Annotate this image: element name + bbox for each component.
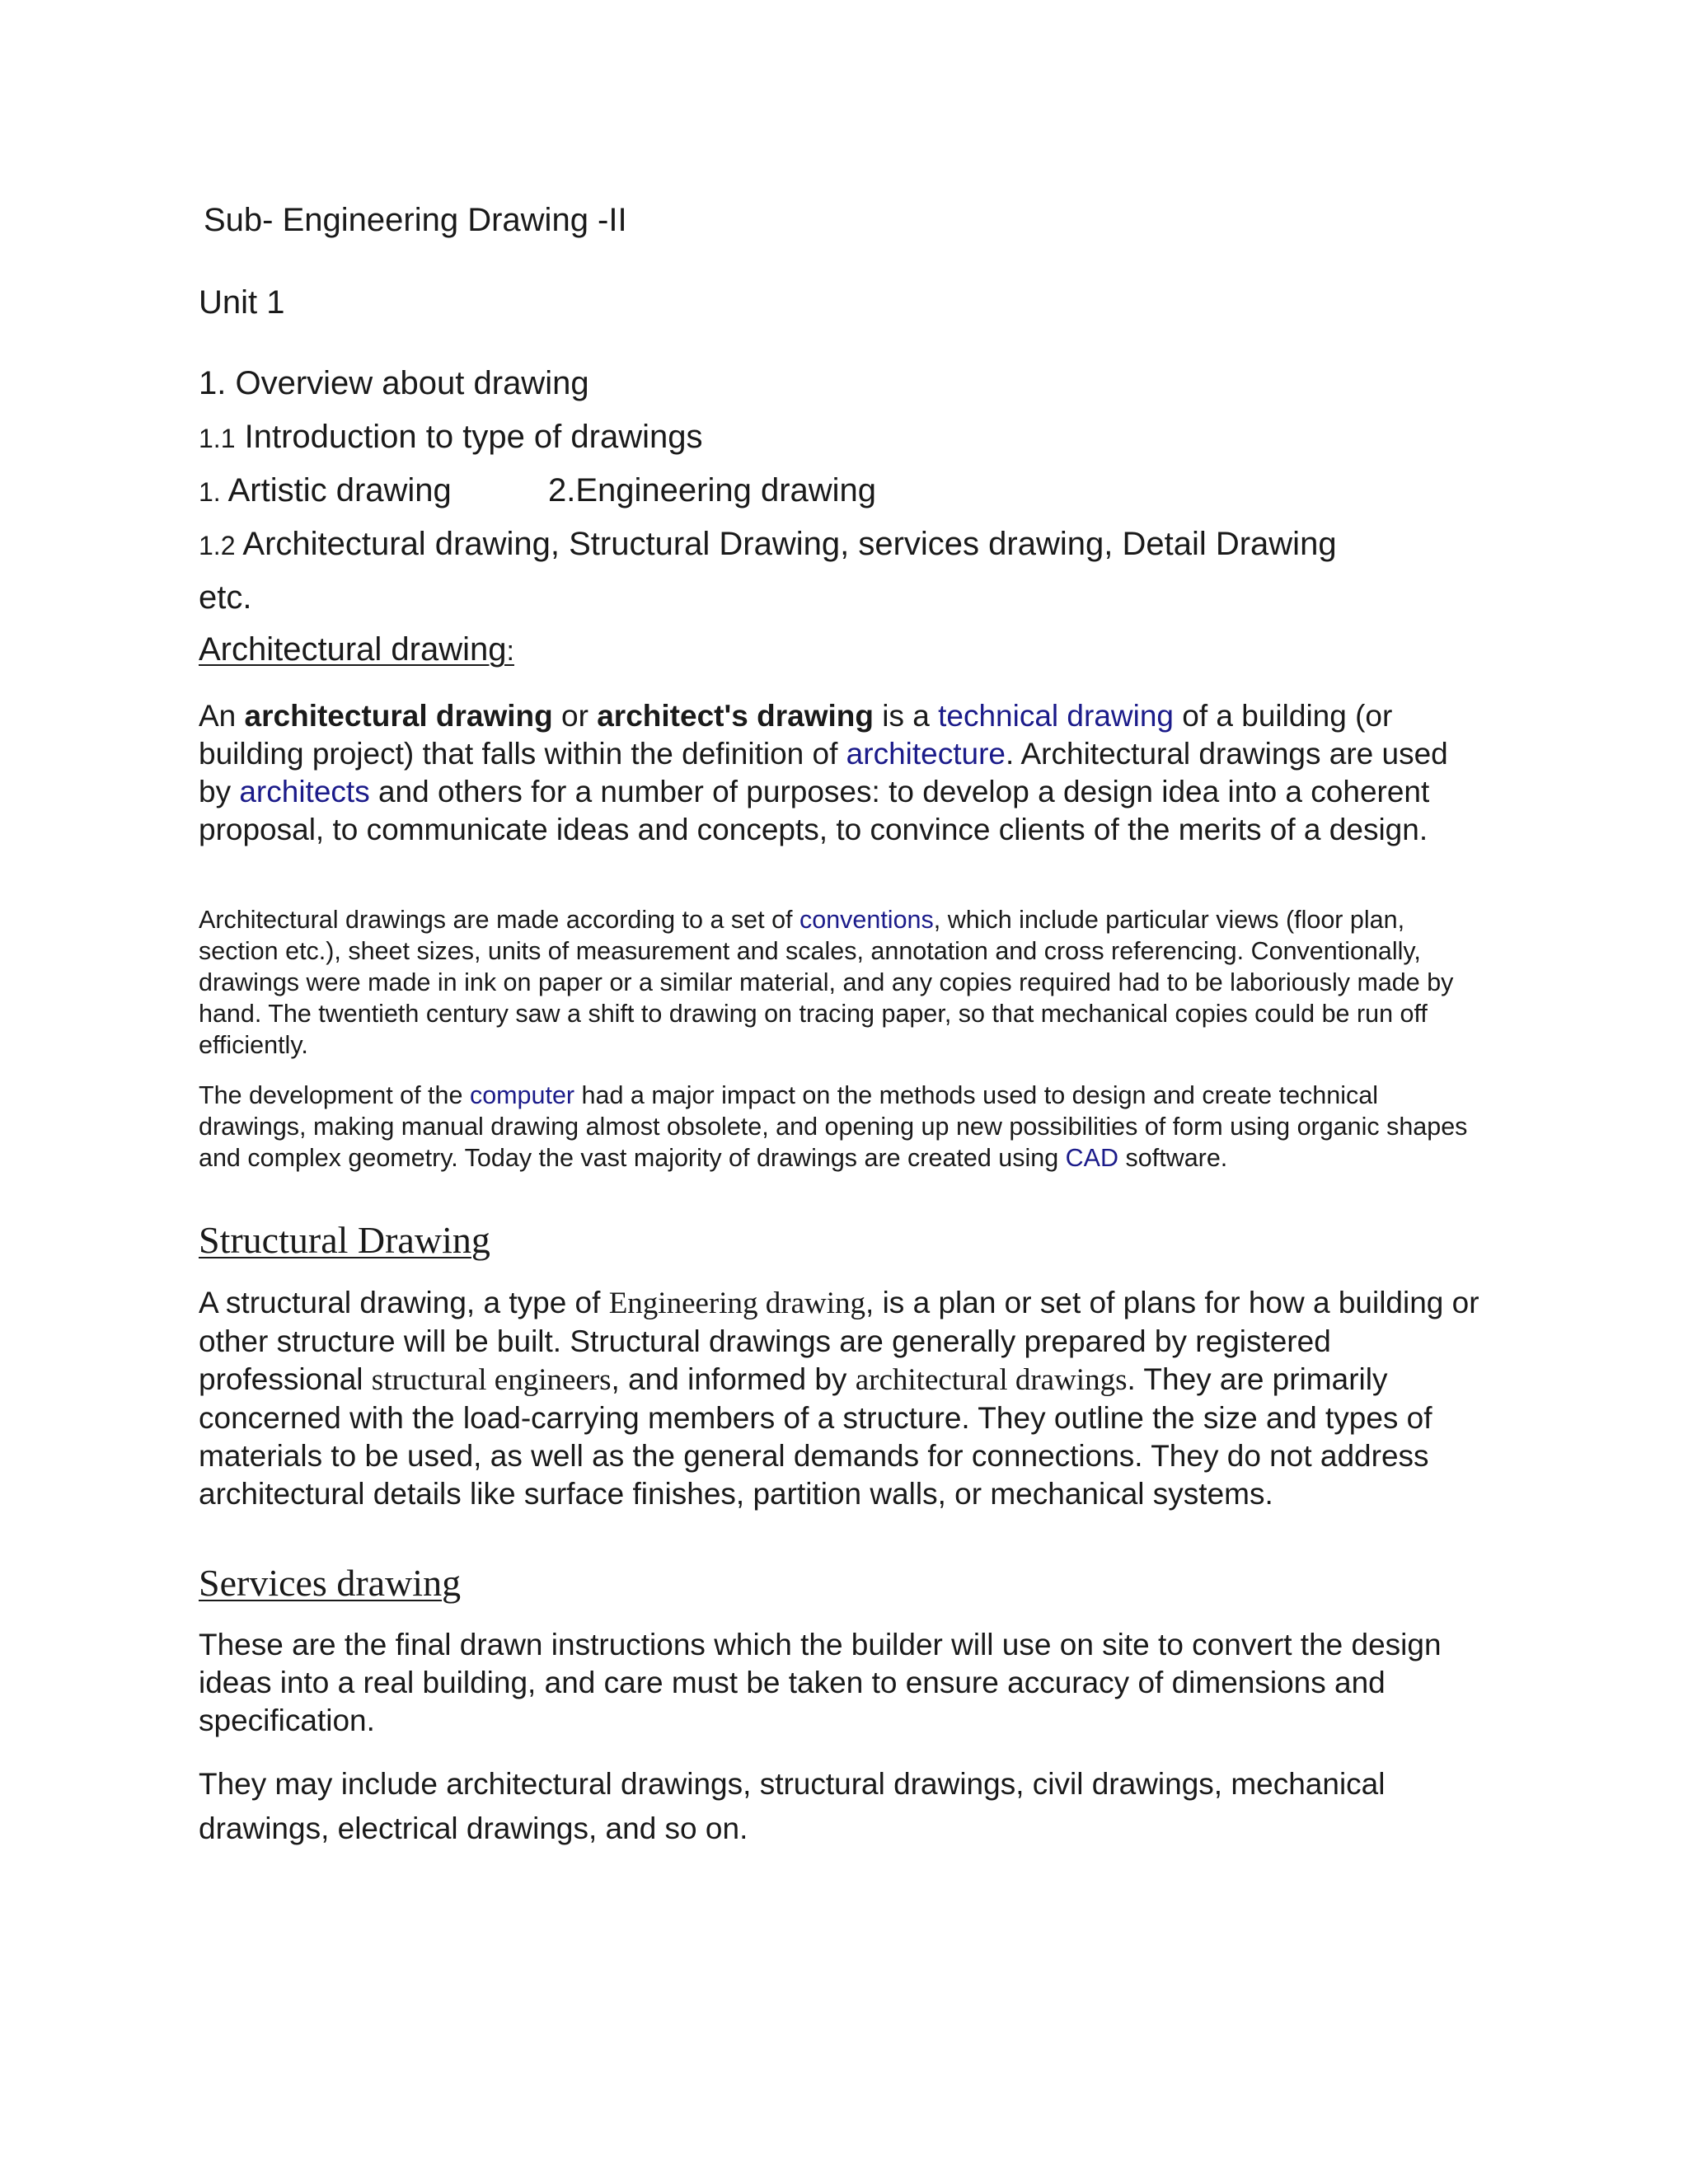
- text-run: Architectural drawings are made according to a set of: [199, 906, 799, 934]
- text-run: A structural drawing, a type of: [199, 1286, 609, 1319]
- artistic-drawing-number: 1.: [199, 477, 221, 507]
- subject-text: Sub- Engineering Drawing -II: [204, 202, 627, 238]
- text-run: software.: [1118, 1144, 1228, 1172]
- term-structural-engineers: structural engineers: [371, 1363, 612, 1397]
- subject-title: [204, 200, 1489, 240]
- unit-title: [199, 283, 1484, 322]
- outline-item-1-2-number: 1.2: [199, 531, 236, 560]
- link-technical-drawing[interactable]: technical drawing: [938, 699, 1174, 733]
- architectural-heading-colon: :: [506, 635, 514, 667]
- outline-item-1-2-continued: [199, 578, 1484, 617]
- link-architects[interactable]: architects: [239, 775, 370, 808]
- outline-item-1-2: [199, 524, 1484, 564]
- text-run: or: [552, 699, 598, 733]
- term-engineering-drawing: Engineering drawing: [608, 1286, 866, 1320]
- link-conventions[interactable]: conventions: [799, 906, 934, 934]
- outline-item-1: [199, 363, 1484, 403]
- services-paragraph-2: They may include architectural drawings, structural drawings, civil drawings, mechanical drawings, electrical drawings, and so on.: [199, 1767, 1386, 1845]
- artistic-drawing-text: Artistic drawing: [220, 472, 452, 509]
- outline-drawing-types: [199, 471, 1484, 510]
- architectural-paragraph-3: [199, 1080, 1484, 1174]
- link-cad[interactable]: CAD: [1065, 1144, 1119, 1172]
- structural-heading: [199, 1220, 1484, 1262]
- outline-item-1-1: [199, 417, 1484, 457]
- outline-item-1-1-number: 1.1: [199, 424, 236, 453]
- structural-paragraph: [199, 1284, 1484, 1513]
- structural-heading-text: Structural Drawing: [199, 1219, 490, 1261]
- bold-term-architects-drawing: architect's drawing: [597, 699, 874, 733]
- services-heading: [199, 1563, 1484, 1605]
- outline-item-1-2-cont-text: etc.: [199, 579, 252, 616]
- unit-text: Unit 1: [199, 284, 285, 321]
- bold-term-architectural-drawing: architectural drawing: [244, 699, 553, 733]
- text-run: had a major impact on the methods used to design and create technical drawings, making manual drawing almost obsolete, and opening up new possibilities of form using organic shapes and complex geometry. Today the vast majority of drawings are created using: [199, 1081, 1468, 1172]
- text-run: The development of the: [199, 1081, 470, 1109]
- architectural-heading-text: Architectural drawing: [199, 631, 507, 668]
- services-heading-text: Services drawing: [199, 1562, 462, 1604]
- link-architecture[interactable]: architecture: [846, 737, 1006, 771]
- text-run: of a building (or building project) that falls within the definition of: [199, 699, 1393, 771]
- outline-item-1-text: 1. Overview about drawing: [199, 365, 589, 401]
- architectural-paragraph-1: [199, 697, 1484, 849]
- outline-item-1-2-text: Architectural drawing, Structural Drawing, services drawing, Detail Drawing: [235, 526, 1337, 562]
- architectural-heading: [199, 630, 1484, 669]
- outline-item-1-1-text: Introduction to type of drawings: [235, 419, 703, 455]
- text-run: . They are primarily concerned with the load-carrying members of a structure. They outline the size and types of materials to be used, as well as the general demands for connections. They do not address architectural details like surface finishes, partition walls, or mechanical systems.: [199, 1362, 1432, 1511]
- text-run: . Architectural drawings are used by: [199, 737, 1448, 808]
- architectural-paragraph-2: [199, 904, 1484, 1061]
- engineering-drawing-text: 2.Engineering drawing: [548, 472, 877, 509]
- text-run: , and informed by: [611, 1362, 856, 1396]
- text-run: is a: [873, 699, 939, 733]
- term-architectural-drawings: architectural drawings: [855, 1363, 1128, 1397]
- text-run: An: [199, 699, 245, 733]
- link-computer[interactable]: computer: [469, 1081, 575, 1109]
- text-run: and others for a number of purposes: to develop a design idea into a coherent proposal, to communicate ideas and concepts, to convince clients of the merits of a design.: [199, 775, 1430, 846]
- text-run: , which include particular views (floor plan, section etc.), sheet sizes, units of measurement and scales, annotation and cross referencing. Conventionally, drawings were made in ink on paper or a similar material, and any copies required had to be laboriously made by hand. The twentieth century saw a shift to drawing on tracing paper, so that mechanical copies could be run off efficiently.: [199, 906, 1454, 1059]
- text-run: , is a plan or set of plans for how a building or other structure will be built. Structural drawings are generally prepared by registered professional: [199, 1286, 1479, 1396]
- services-paragraph-1: These are the final drawn instructions which the builder will use on site to convert the design ideas into a real building, and care must be taken to ensure accuracy of dimensions and specification.: [199, 1628, 1442, 1737]
